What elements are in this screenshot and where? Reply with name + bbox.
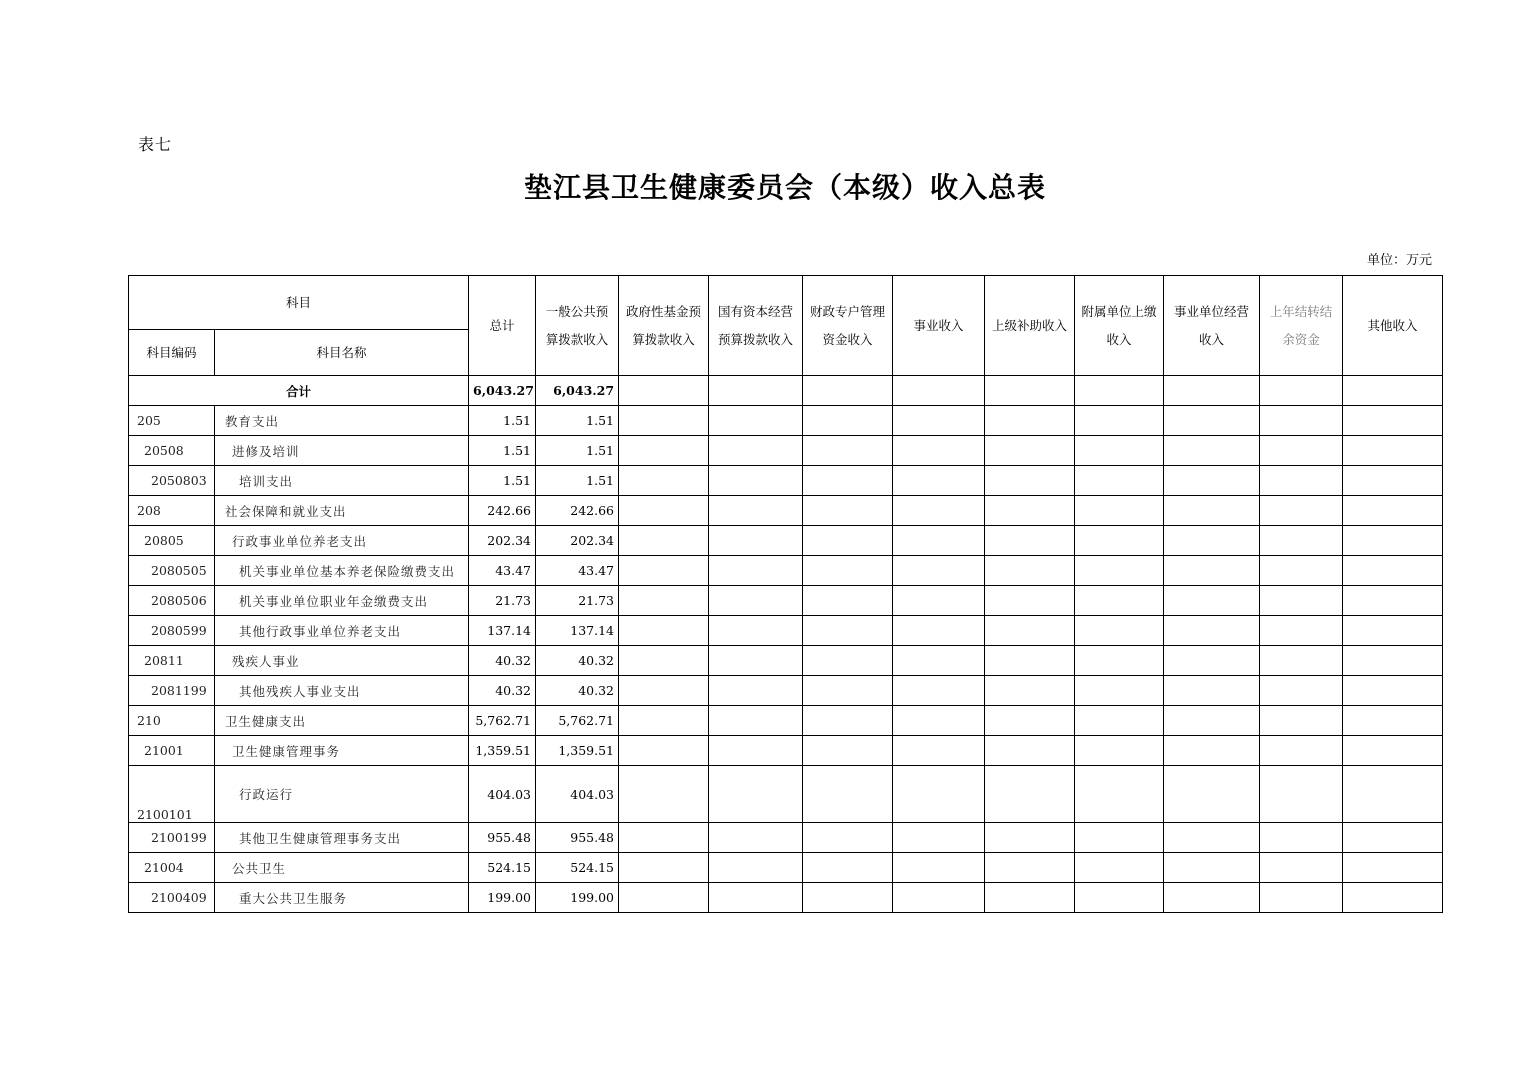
table-row	[129, 466, 1443, 496]
subject-name: 进修及培训	[215, 436, 469, 466]
row-general: 43.47	[536, 556, 619, 586]
col-header-business-income: 事业收入	[893, 276, 985, 376]
row-general: 242.66	[536, 496, 619, 526]
subject-name: 重大公共卫生服务	[215, 883, 469, 913]
subject-name: 其他卫生健康管理事务支出	[215, 823, 469, 853]
row-total: 202.34	[469, 526, 536, 556]
total-general-value: 6,043.27	[536, 376, 619, 406]
row-total: 40.32	[469, 646, 536, 676]
table-row	[129, 883, 1443, 913]
subject-code: 2080505	[129, 556, 215, 586]
row-total: 43.47	[469, 556, 536, 586]
table-row	[129, 853, 1443, 883]
table-row	[129, 496, 1443, 526]
table-row	[129, 586, 1443, 616]
subject-code: 2081199	[129, 676, 215, 706]
col-header-superior-subsidy: 上级补助收入	[985, 276, 1075, 376]
row-total: 404.03	[469, 766, 536, 823]
subject-code: 2100101	[129, 766, 215, 823]
subject-code: 21001	[129, 736, 215, 766]
row-total: 40.32	[469, 676, 536, 706]
subject-name: 其他残疾人事业支出	[215, 676, 469, 706]
subject-name: 行政运行	[215, 766, 469, 823]
col-header-general-budget: 一般公共预算拨款收入	[536, 276, 619, 376]
subject-name: 机关事业单位职业年金缴费支出	[215, 586, 469, 616]
col-header-affiliated-units: 附属单位上缴收入	[1075, 276, 1164, 376]
col-header-operating-income: 事业单位经营收入	[1164, 276, 1260, 376]
unit-note: 单位：万元	[1366, 253, 1432, 268]
row-general: 955.48	[536, 823, 619, 853]
total-row	[129, 376, 1443, 406]
row-total: 242.66	[469, 496, 536, 526]
row-total: 955.48	[469, 823, 536, 853]
revenue-summary-table	[128, 275, 1443, 913]
row-general: 199.00	[536, 883, 619, 913]
subject-name: 残疾人事业	[215, 646, 469, 676]
table-row	[129, 766, 1443, 823]
row-total: 1.51	[469, 436, 536, 466]
row-general: 1.51	[536, 406, 619, 436]
col-header-total: 总计	[469, 276, 536, 376]
row-total: 524.15	[469, 853, 536, 883]
row-total: 1.51	[469, 406, 536, 436]
row-general: 1,359.51	[536, 736, 619, 766]
table-row	[129, 676, 1443, 706]
row-general: 202.34	[536, 526, 619, 556]
row-general: 5,762.71	[536, 706, 619, 736]
table-row	[129, 616, 1443, 646]
total-label: 合计	[129, 376, 469, 406]
subject-code: 20508	[129, 436, 215, 466]
subject-name: 教育支出	[215, 406, 469, 436]
table-row	[129, 556, 1443, 586]
row-general: 40.32	[536, 646, 619, 676]
subject-name: 其他行政事业单位养老支出	[215, 616, 469, 646]
col-header-state-capital: 国有资本经营预算拨款收入	[709, 276, 803, 376]
subject-code: 2080506	[129, 586, 215, 616]
subject-header: 科目	[129, 276, 469, 330]
subject-code: 2100199	[129, 823, 215, 853]
row-general: 1.51	[536, 466, 619, 496]
col-header-special-account: 财政专户管理资金收入	[803, 276, 893, 376]
page-title: 垫江县卫生健康委员会（本级）收入总表	[523, 171, 1046, 204]
subject-name: 公共卫生	[215, 853, 469, 883]
header-row-1	[129, 276, 1443, 330]
col-header-gov-fund: 政府性基金预算拨款收入	[619, 276, 709, 376]
subject-code: 210	[129, 706, 215, 736]
table-row	[129, 823, 1443, 853]
row-total: 199.00	[469, 883, 536, 913]
subject-name: 行政事业单位养老支出	[215, 526, 469, 556]
table-row	[129, 706, 1443, 736]
table-row	[129, 406, 1443, 436]
table-row	[129, 736, 1443, 766]
total-value: 6,043.27	[469, 376, 536, 406]
row-general: 524.15	[536, 853, 619, 883]
subject-name: 社会保障和就业支出	[215, 496, 469, 526]
row-total: 1.51	[469, 466, 536, 496]
row-general: 40.32	[536, 676, 619, 706]
subject-name: 培训支出	[215, 466, 469, 496]
subject-code: 20805	[129, 526, 215, 556]
subject-code: 2100409	[129, 883, 215, 913]
table-number-label: 表七	[138, 135, 173, 154]
row-total: 21.73	[469, 586, 536, 616]
subject-code: 2050803	[129, 466, 215, 496]
table-row	[129, 646, 1443, 676]
row-total: 5,762.71	[469, 706, 536, 736]
subject-name: 卫生健康支出	[215, 706, 469, 736]
subject-name: 机关事业单位基本养老保险缴费支出	[215, 556, 469, 586]
subject-code: 208	[129, 496, 215, 526]
row-total: 137.14	[469, 616, 536, 646]
subject-code: 2080599	[129, 616, 215, 646]
name-header: 科目名称	[215, 330, 469, 376]
subject-code: 20811	[129, 646, 215, 676]
table-row	[129, 526, 1443, 556]
row-total: 1,359.51	[469, 736, 536, 766]
row-general: 404.03	[536, 766, 619, 823]
col-header-other-income: 其他收入	[1343, 276, 1443, 376]
row-general: 137.14	[536, 616, 619, 646]
row-general: 21.73	[536, 586, 619, 616]
code-header: 科目编码	[129, 330, 215, 376]
subject-name: 卫生健康管理事务	[215, 736, 469, 766]
row-general: 1.51	[536, 436, 619, 466]
subject-code: 21004	[129, 853, 215, 883]
table-row	[129, 436, 1443, 466]
col-header-carryover: 上年结转结余资金	[1260, 276, 1343, 376]
subject-code: 205	[129, 406, 215, 436]
